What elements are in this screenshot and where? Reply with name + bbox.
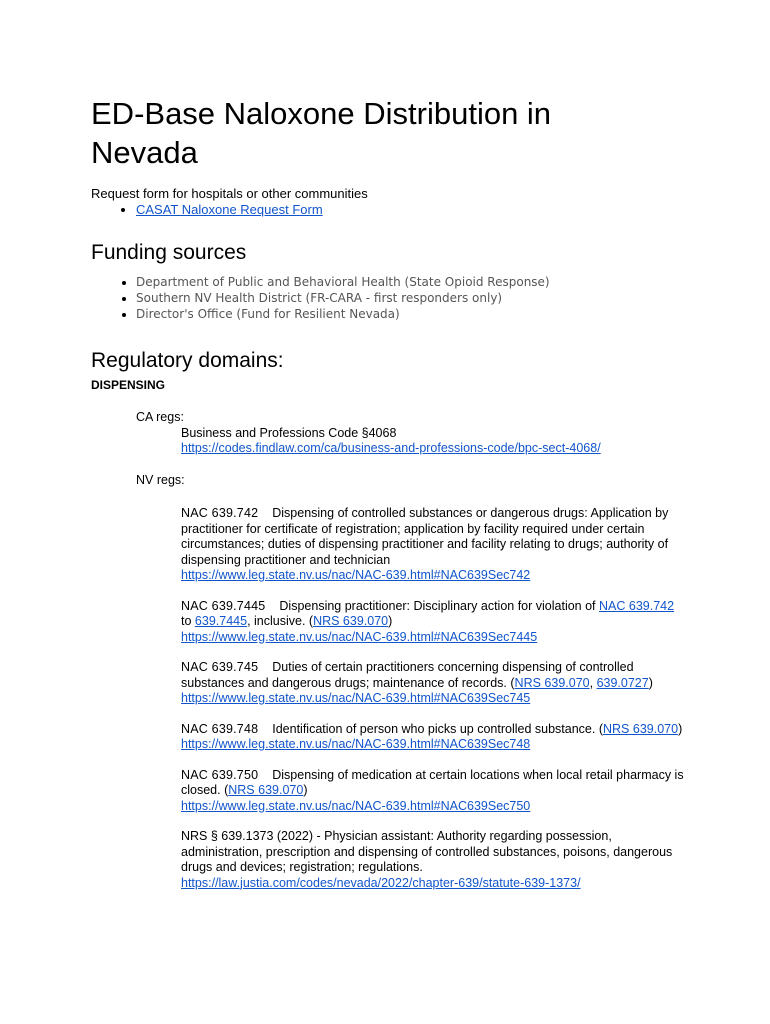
nac-750-text: Dispensing of medication at certain locations when local retail pharmacy is closed. ( [181, 767, 684, 797]
nac-750-code: NAC 639.750 [181, 767, 259, 782]
nac-742-code: NAC 639.742 [181, 506, 259, 520]
nac-750-link[interactable]: https://www.leg.state.nv.us/nac/NAC-639.html#NAC639Sec750 [181, 798, 531, 813]
nac-745-entry [91, 660, 691, 707]
funding-item: • Department of Public and Behavioral Health (State Opioid Response) [136, 274, 691, 290]
nac-742-link[interactable]: https://www.leg.state.nv.us/nac/NAC-639.html#NAC639Sec742 [181, 568, 531, 582]
nac-745-code: NAC 639.745 [181, 660, 259, 674]
nac-7445-entry [91, 599, 691, 646]
nrs-1373-link[interactable]: https://law.justia.com/codes/nevada/2022/chapter-639/statute-639-1373/ [181, 875, 581, 890]
nac-7445-ref-link[interactable]: 639.7445 [194, 614, 248, 628]
ca-regs-label: CA regs: [136, 410, 184, 424]
nac-745-text: Duties of certain practitioners concerning dispensing of controlled substances and dangerous drugs; maintenance of records. ( [181, 660, 634, 690]
page-title: ED-Base Naloxone Distribution in Nevada [91, 96, 552, 170]
nrs-070-ref-link[interactable]: NRS 639.070 [514, 675, 590, 690]
nac-748-entry [91, 722, 691, 753]
nac-7445-link[interactable]: https://www.leg.state.nv.us/nac/NAC-639.html#NAC639Sec7445 [181, 629, 538, 644]
casat-request-form-link[interactable]: CASAT Naloxone Request Form [136, 202, 323, 217]
nrs-1373-entry [91, 829, 691, 891]
nrs-0727-ref-link[interactable]: 639.0727 [596, 675, 649, 690]
document-content [91, 94, 691, 891]
nrs-1373-text: NRS § 639.1373 (2022) - Physician assistant: Authority regarding possession, administration, prescription and dispensing of controlled substances, poisons, dangerous drugs and devices; registration; regulations. [181, 829, 673, 874]
regulatory-domains-heading: Regulatory domains: [91, 349, 284, 372]
ca-code-title: Business and Professions Code §4068 [181, 425, 397, 440]
separator: , [589, 675, 597, 690]
nrs-070-ref-link[interactable]: NRS 639.070 [313, 614, 389, 628]
nac-7445-text: Dispensing practitioner: Disciplinary action for violation of [279, 598, 596, 613]
paren-close: ) [388, 614, 393, 628]
nac-750-entry [91, 768, 691, 815]
dispensing-section-label: DISPENSING [91, 378, 166, 392]
funding-sources-heading: Funding sources [91, 241, 247, 264]
ca-code-link-row [91, 441, 691, 457]
nac-742-text: Dispensing of controlled substances or dangerous drugs: Application by practitioner for certificate of registration; application by facility required under certain circumstances; duties of dispensing practitioner and facility relating to drugs; authority of dispensing practitioner and technician [181, 506, 669, 567]
paren-close: ) [648, 675, 653, 690]
nac-748-link[interactable]: https://www.leg.state.nv.us/nac/NAC-639.html#NAC639Sec748 [181, 737, 531, 751]
nac-742-entry [91, 506, 691, 584]
paren-close: ) [303, 783, 308, 797]
nac-748-code: NAC 639.748 [181, 721, 259, 736]
nac-7445-to: to [181, 614, 192, 628]
nac-748-text: Identification of person who picks up controlled substance. ( [272, 721, 603, 736]
nac-7445-code: NAC 639.7445 [181, 598, 266, 613]
nrs-070-ref-link[interactable]: NRS 639.070 [228, 783, 304, 797]
nac-745-link[interactable]: https://www.leg.state.nv.us/nac/NAC-639.html#NAC639Sec745 [181, 691, 531, 705]
request-form-list [91, 202, 691, 218]
list-item [136, 202, 691, 218]
nac-742-ref-link[interactable]: NAC 639.742 [599, 598, 675, 613]
funding-sources-list [91, 274, 691, 322]
nac-7445-inclusive: , inclusive. ( [247, 614, 314, 628]
paren-close: ) [678, 721, 683, 736]
request-form-text: Request form for hospitals or other communities [91, 186, 368, 201]
funding-item: • Director's Office (Fund for Resilient Nevada) [136, 306, 691, 322]
nv-regs-label: NV regs: [136, 472, 185, 487]
nrs-070-ref-link[interactable]: NRS 639.070 [603, 721, 679, 736]
funding-item: • Southern NV Health District (FR-CARA - first responders only) [136, 290, 691, 306]
ca-code-link[interactable]: https://codes.findlaw.com/ca/business-and-professions-code/bpc-sect-4068/ [181, 441, 601, 455]
